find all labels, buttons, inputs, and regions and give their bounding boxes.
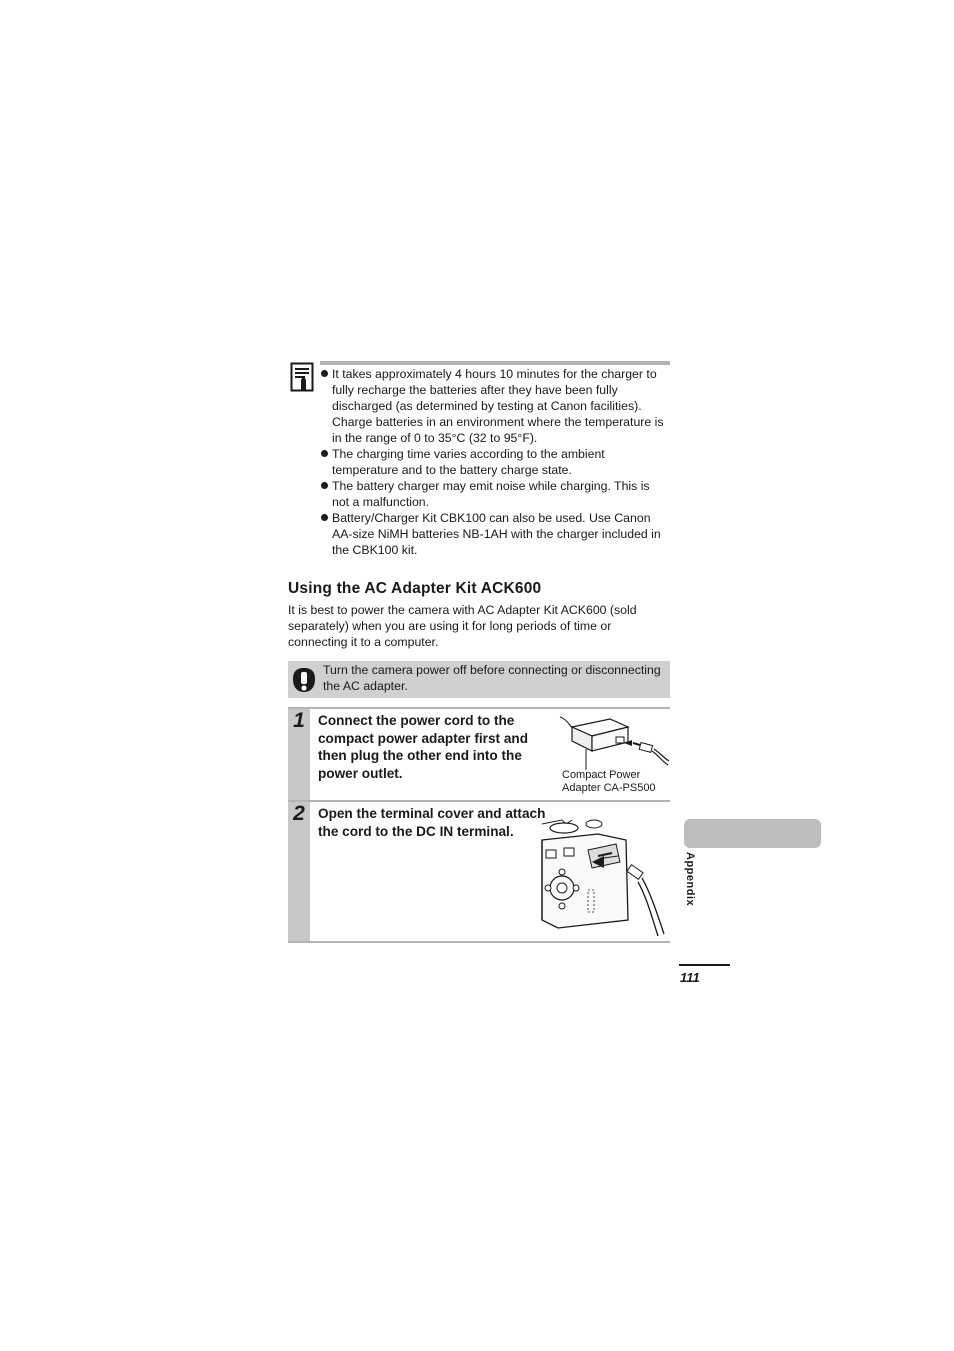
chapter-tab [684, 819, 821, 848]
note-item: Battery/Charger Kit CBK100 can also be used. Use Canon AA-size NiMH batteries NB-1AH with the charger included in the CBK100 kit. [320, 510, 670, 558]
step-text: Open the terminal cover and attach the cord to the DC IN terminal. [318, 806, 546, 839]
camera-dc-in-illustration [538, 810, 670, 938]
step-number: 1 [293, 709, 305, 732]
step-number: 2 [293, 802, 305, 825]
caution-box [288, 661, 670, 698]
note-item: The battery charger may emit noise while charging. This is not a malfunction. [320, 478, 670, 510]
step-number-bar [288, 802, 310, 941]
page-number: 111 [680, 970, 700, 985]
caution-text: Turn the camera power off before connecting or disconnecting the AC adapter. [323, 663, 661, 693]
adapter-caption-line: Compact Power [562, 769, 641, 781]
note-item: The charging time varies according to the ambient temperature and to the battery charge state. [320, 446, 670, 478]
caution-icon [292, 667, 316, 693]
adapter-caption [562, 769, 672, 795]
adapter-caption-line: Adapter CA-PS500 [562, 782, 656, 794]
step-1 [288, 707, 670, 800]
step-2 [288, 800, 670, 943]
section-intro: It is best to power the camera with AC Adapter Kit ACK600 (sold separately) when you are using it for long periods of time or connecting it to a computer. [288, 603, 637, 649]
step-number-bar [288, 709, 310, 800]
page-number-rule [679, 964, 730, 966]
note-top-rule [320, 361, 670, 365]
power-adapter-illustration [558, 715, 670, 771]
memo-icon [290, 362, 314, 392]
note-item: It takes approximately 4 hours 10 minutes for the charger to fully recharge the batteries after they have been fully discharged (as determined by testing at Canon facilities). Charge batteries in an environment where the temperature is in the range of 0 to 35°C (32 to 95°F). [320, 366, 670, 446]
chapter-tab-label: Appendix [684, 852, 696, 907]
section-title: Using the AC Adapter Kit ACK600 [288, 580, 542, 597]
step-text: Connect the power cord to the compact power adapter first and then plug the other end into the power outlet. [318, 713, 528, 781]
note-list [320, 366, 670, 558]
